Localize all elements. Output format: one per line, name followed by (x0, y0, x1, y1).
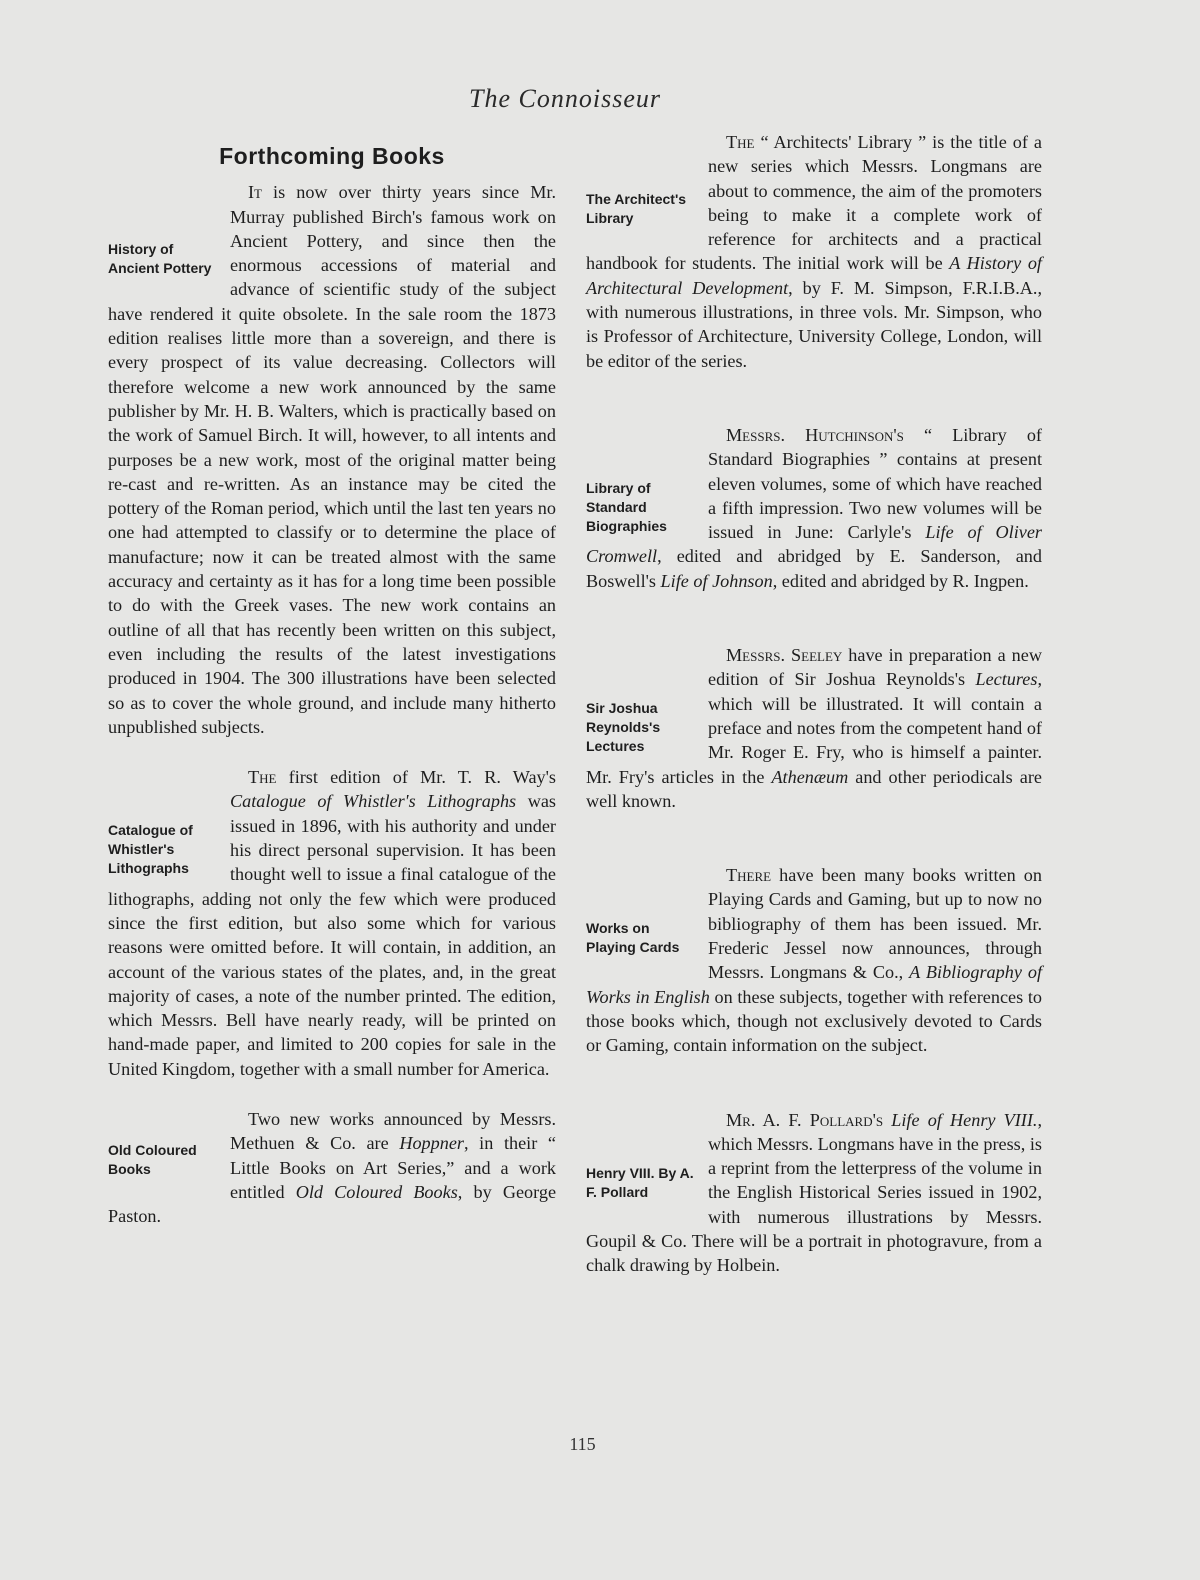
article-henry-viii (586, 1108, 1042, 1278)
article-old-coloured-books (108, 1107, 556, 1228)
sidenote-architects-library: The Architect's Library (586, 191, 687, 226)
sidenote-henry-viii: Henry VIII. By A. F. Pollard (586, 1164, 694, 1200)
article-whistler-lithographs (108, 765, 556, 1081)
article-playing-cards (586, 863, 1042, 1057)
lead-in: It (248, 182, 262, 203)
article-body (108, 765, 556, 1081)
sidenote-standard-biographies: Library of Standard Biographies (586, 479, 667, 534)
book-title: Life of Johnson (660, 570, 773, 591)
article-text: , which Messrs. Longmans have in the press, is a reprint from the letterpress of the volume in the English Historical Series issued in 1902, with numerous illustrations by Messrs. Goupil & Co. There will be a portrait in photogravure, from a chalk drawing by Holbein. (586, 1109, 1043, 1276)
book-title: Life of Henry VIII. (891, 1109, 1038, 1130)
lead-in: Mr. A. F. Pollard's (726, 1109, 884, 1130)
article-architects-library (586, 130, 1042, 373)
article-text: , which will be illustrated. It will contain a preface and notes from the competent hand of Mr. Roger E. Fry, who is himself a painter. Mr. Fry's articles in the (586, 669, 1042, 787)
article-body (586, 863, 1042, 1057)
sidenote-whistler: Catalogue of Whistler's Lithographs (108, 822, 193, 877)
book-title: A Bibliography of Works in English (586, 962, 1042, 1007)
sidenote-old-coloured-books: Old Coloured Books (108, 1141, 197, 1177)
left-column (108, 130, 556, 1228)
book-title: Life of Oliver Cromwell (586, 522, 1042, 567)
article-text: have in preparation a new edition of Sir Joshua Reynolds's (708, 645, 1042, 690)
lead-in: Messrs. Hutchinson's (726, 424, 904, 445)
right-column (586, 130, 1042, 1278)
running-title: The Connoisseur (469, 84, 661, 113)
sidenote-ancient-pottery: History of Ancient Pottery (108, 241, 212, 277)
sidenote-reynolds-lectures: Sir Joshua Reynolds's Lectures (586, 700, 661, 755)
article-text: first edition of Mr. T. R. Way's (276, 767, 556, 788)
article-text: , edited and abridged by R. Ingpen. (772, 570, 1029, 591)
book-title: Catalogue of Whistler's Lithographs (230, 791, 517, 812)
article-text: and other periodicals are well known. (586, 766, 1042, 811)
article-standard-biographies (586, 423, 1042, 593)
sidenote-playing-cards: Works on Playing Cards (586, 920, 680, 956)
book-title: A History of Architectural Development (586, 253, 1042, 298)
article-text: , edited and abridged by E. Sanderson, and Boswell's (586, 546, 1042, 591)
article-ancient-pottery (108, 180, 556, 739)
lead-in: Messrs. Seeley (726, 645, 843, 666)
article-reynolds-lectures (586, 643, 1042, 813)
article-text: “ Architects' Library ” is the title of a new series which Messrs. Longmans are about to commence, the aim of the promoters being to make it a complete work of reference for architects and a practical handbook for students. The initial work will be (586, 132, 1042, 274)
article-text: was issued in 1896, with his authority and under his direct personal supervision. It has been thought well to issue a final catalogue of the lithographs, adding not only the few which were produced since the first edition, but also some which for various reasons were omitted before. It will contain, in addition, an account of the various states of the plates, and, in the great majority of cases, a note of the number printed. The edition, which Messrs. Bell have nearly ready, will be printed on hand-made paper, and limited to 200 copies for sale in the United Kingdom, together with a small number for America. (108, 791, 556, 1079)
book-title: Hoppner (399, 1133, 464, 1154)
lead-in: The (726, 132, 755, 152)
lead-in: The (248, 767, 277, 788)
article-text: , by F. M. Simpson, F.R.I.B.A., with numerous illustrations, in three vols. Mr. Simpson, who is Professor of Architecture, University College, London, will be editor of the series. (586, 277, 1042, 371)
section-title: Forthcoming Books (219, 143, 445, 169)
book-title: Lectures (975, 669, 1038, 690)
article-text: is now over thirty years since Mr. Murray published Birch's famous work on Ancient Pottery, and since then the enormous accessions of material and advance of scientific study of the subject have rendered it quite obsolete. In the sale room the 1873 edition realises little more than a sovereign, and there is every prospect of its value decreasing. Collectors will therefore welcome a new work announced by the same publisher by Mr. H. B. Walters, which is practically based on the work of Samuel Birch. It will, however, to all intents and purposes be a new work, most of the original matter being re-cast and re-written. As an instance may be cited the pottery of the Roman period, which until the last ten years no one had attempted to classify or to determine the place of manufacture; now it can be treated almost with the same accuracy and certainty as it has for a long time been possible to do with the Greek vases. The new work contains an outline of all that has recently been written on this subject, even including the results of the latest investigations produced in 1904. The 300 illustrations have been selected so as to cover the whole ground, and include many hitherto unpublished subjects. (108, 182, 556, 737)
article-text: , by George Paston. (108, 1181, 557, 1227)
article-text: “ Library of Standard Biographies ” contains at present eleven volumes, some of which have reached a fifth impression. Two new volumes will be issued in June: Carlyle's (708, 424, 1042, 543)
book-title: Old Coloured Books (295, 1181, 458, 1202)
page-number: 115 (569, 1434, 596, 1454)
article-text: on these subjects, together with references to those books which, though not exclusively devoted to Cards or Gaming, contain information on the subject. (586, 986, 1042, 1056)
lead-in: There (726, 865, 772, 886)
article-text: Two new works announced by Messrs. Methuen & Co. are (230, 1108, 556, 1154)
periodical-title: Athenæum (771, 766, 849, 787)
article-text: , in their “ Little Books on Art Series,” and a work entitled (230, 1133, 556, 1202)
article-body (586, 130, 1042, 373)
article-text: have been many books written on Playing Cards and Gaming, but up to now no bibliography of them has been issued. Mr. Frederic Jessel now announces, through Messrs. Longmans & Co., (708, 865, 1042, 983)
